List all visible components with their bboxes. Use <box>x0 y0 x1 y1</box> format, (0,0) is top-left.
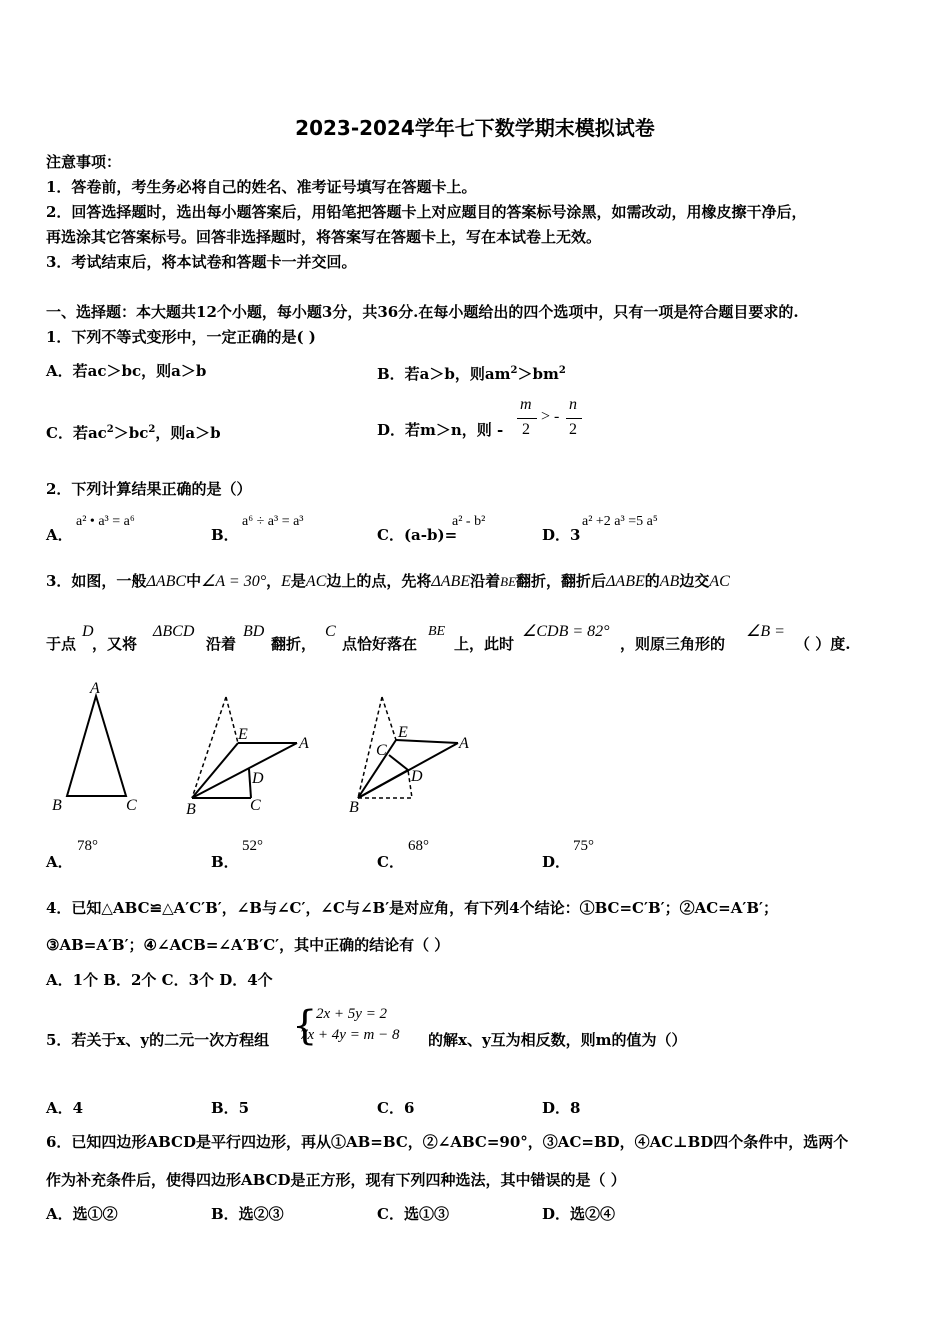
q1-c-sup1: 2 <box>106 424 114 435</box>
q3-line-2-h: （ ）度. <box>795 635 851 653</box>
notice-item-1: 1．答卷前，考生务必将自己的姓名、准考证号填写在答题卡上。 <box>46 178 477 196</box>
fig1-label-b: B <box>52 797 62 814</box>
q1-option-d: D．若m＞n，则 - <box>377 421 504 439</box>
q3-math: AC <box>709 573 730 590</box>
q4-options: A．1个 B．2个 C．3个 D．4个 <box>46 971 273 989</box>
q5-eq1: 2x + 5y = 2 <box>316 1006 388 1022</box>
q5-option-c: C．6 <box>377 1099 415 1117</box>
q1-option-a: A．若ac＞bc，则a＞b <box>46 362 207 380</box>
q1-d-fracbar1 <box>517 418 537 419</box>
q2-b-label: B． <box>211 526 239 544</box>
q6-option-d: D．选②④ <box>542 1205 616 1223</box>
q3-math-BD: BD <box>243 623 265 640</box>
q1-d-num2: n <box>569 396 577 413</box>
fig2-label-e: E <box>238 726 248 743</box>
q3-option-a-label: A． <box>46 853 73 871</box>
q3-line-2-c: 沿着 <box>206 635 237 653</box>
q1-option-b <box>377 361 566 384</box>
q3-text: 3．如图，一般 <box>46 572 147 590</box>
q3-text: 是 <box>290 572 306 590</box>
fig2-dash-1 <box>226 697 238 743</box>
q2-c-expr: a² - b² <box>452 514 486 529</box>
fig3-label-a: A <box>459 735 469 752</box>
q2-a-expr: a² • a³ = a⁶ <box>76 514 135 529</box>
notice-item-3: 3．考试结束后，将本试卷和答题卡一并交回。 <box>46 253 357 271</box>
notice-heading: 注意事项： <box>46 153 122 171</box>
q1-stem: 1．下列不等式变形中，一定正确的是( ) <box>46 328 316 346</box>
fig2-label-a: A <box>299 735 309 752</box>
q3-math-BE: BE <box>428 624 446 639</box>
q3-math: ∠A = 30° <box>201 573 267 590</box>
q1-c-text: C．若ac <box>46 424 107 442</box>
q3-option-a-value: 78° <box>77 838 98 854</box>
q1-b-mid: ＞bm <box>517 365 559 383</box>
fig2-label-d: D <box>252 770 264 787</box>
q5-option-a: A．4 <box>46 1099 84 1117</box>
q2-a-label: A． <box>46 526 73 544</box>
fig1-label-c: C <box>126 797 137 814</box>
q5-option-b: B．5 <box>211 1099 250 1117</box>
fig3-label-c: C <box>376 742 387 759</box>
q3-math-D: D <box>82 623 94 640</box>
q3-text: 边交 <box>679 572 710 590</box>
q2-c-label: C．(a-b)= <box>377 526 458 544</box>
fig1-triangle <box>67 696 126 796</box>
q3-line-2-e: 点恰好落在 <box>342 635 418 653</box>
q3-line-2-g: ，则原三角形的 <box>620 635 726 653</box>
q1-option-c <box>46 420 221 443</box>
q1-d-den1: 2 <box>522 421 530 438</box>
q3-text: ， <box>266 572 282 590</box>
q1-c-end: ，则a＞b <box>155 424 221 442</box>
q3-text: 边上的点，先将 <box>326 572 432 590</box>
fig3-label-e: E <box>398 724 408 741</box>
q6-option-c: C．选①③ <box>377 1205 449 1223</box>
q1-b-sup1: 2 <box>510 365 518 376</box>
q3-option-c-value: 68° <box>408 838 429 854</box>
q3-math-C: C <box>325 623 336 640</box>
q3-option-d-label: D． <box>542 853 571 871</box>
page-title: 2023-2024学年七下数学期末模拟试卷 <box>295 116 655 140</box>
q3-option-c-label: C． <box>377 853 404 871</box>
q1-c-mid: ＞bc <box>113 424 149 442</box>
q5-brace: { <box>292 1003 318 1049</box>
fig1-label-a: A <box>90 680 100 697</box>
fig2-line-cd <box>249 769 251 798</box>
q3-line-2-d: 翻折， <box>271 635 317 653</box>
fig3-line-cd <box>389 755 408 770</box>
q2-b-expr: a⁶ ÷ a³ = a³ <box>242 514 304 529</box>
q1-c-sup2: 2 <box>148 424 156 435</box>
q3-math: AB <box>659 573 680 590</box>
fig2-label-c: C <box>250 797 261 814</box>
q5-eq2: 7x + 4y = m − 8 <box>300 1027 400 1043</box>
q5-stem-a: 5．若关于x、y的二元一次方程组 <box>46 1031 270 1049</box>
q3-text: 的 <box>644 572 660 590</box>
q1-b-sup2: 2 <box>558 365 566 376</box>
q3-math-B: ∠B = <box>746 623 785 640</box>
q3-line-2-b: ，又将 <box>92 635 138 653</box>
fig2-label-b: B <box>186 801 196 818</box>
q2-d-expr: a² +2 a³ =5 a⁵ <box>582 514 658 529</box>
q1-d-gt: > - <box>541 408 560 425</box>
fig3-label-d: D <box>411 768 423 785</box>
fig2-line-be <box>192 743 238 798</box>
q3-line-2-f: 上，此时 <box>454 635 515 653</box>
q6-option-a: A．选①② <box>46 1205 118 1223</box>
q3-math: ΔABE <box>431 573 471 590</box>
q3-option-b-value: 52° <box>242 838 263 854</box>
q5-option-d: D．8 <box>542 1099 581 1117</box>
q3-math-BCD: ΔBCD <box>153 623 195 640</box>
q3-text: 翻折，翻折后 <box>516 572 607 590</box>
q4-line-2: ③AB=A′B′；④∠ACB=∠A′B′C′，其中正确的结论有（ ） <box>46 936 450 954</box>
q1-b-text: B．若a＞b，则am <box>377 365 511 383</box>
notice-item-2a: 2．回答选择题时，选出每小题答案后，用铅笔把答题卡上对应题目的答案标号涂黑，如需改动，用橡皮擦干净后， <box>46 203 807 221</box>
q2-stem: 2．下列计算结果正确的是（） <box>46 480 252 498</box>
q1-d-num1: m <box>520 396 532 413</box>
q3-math: ΔABC <box>146 573 187 590</box>
q3-option-b-label: B． <box>211 853 239 871</box>
q3-line-2-a: 于点 <box>46 635 77 653</box>
q3-math: AC <box>305 573 327 590</box>
q1-d-fracbar2 <box>566 418 582 419</box>
q6-line-2: 作为补充条件后，使得四边形ABCD是正方形，现有下列四种选法，其中错误的是（ ） <box>46 1171 626 1189</box>
fig3-dash-1 <box>382 697 396 740</box>
q3-math: ΔABE <box>606 573 645 590</box>
q6-line-1: 6．已知四边形ABCD是平行四边形，再从①AB=BC，②∠ABC=90°，③AC=BD，④AC⊥BD四个条件中，选两个 <box>46 1133 849 1151</box>
q3-text: 沿着 <box>470 572 501 590</box>
section-heading: 一、选择题：本大题共12个小题，每小题3分，共36分.在每小题给出的四个选项中，只有一项是符合题目要求的. <box>46 303 799 321</box>
q4-line-1: 4．已知△ABC≌△A′C′B′，∠B与∠C′，∠C与∠B′是对应角，有下列4个结论：①BC=C′B′；②AC=A′B′； <box>46 899 778 917</box>
q3-line-1 <box>46 571 730 592</box>
q3-figure <box>40 670 500 830</box>
q3-option-d-value: 75° <box>573 838 594 854</box>
fig3-label-b: B <box>349 799 359 816</box>
q3-math: BE <box>500 574 517 589</box>
fig3-line-bd <box>358 770 408 798</box>
q3-math: E <box>281 573 291 590</box>
q5-stem-b: 的解x、y互为相反数，则m的值为（） <box>428 1031 687 1049</box>
q1-d-den2: 2 <box>569 421 577 438</box>
notice-item-2b: 再选涂其它答案标号。回答非选择题时，将答案写在答题卡上，写在本试卷上无效。 <box>46 228 602 246</box>
q6-option-b: B．选②③ <box>211 1205 284 1223</box>
q2-d-label: D．3 <box>542 526 581 544</box>
q3-math-CDB: ∠CDB = 82° <box>522 623 610 640</box>
q3-text: 中 <box>186 572 202 590</box>
